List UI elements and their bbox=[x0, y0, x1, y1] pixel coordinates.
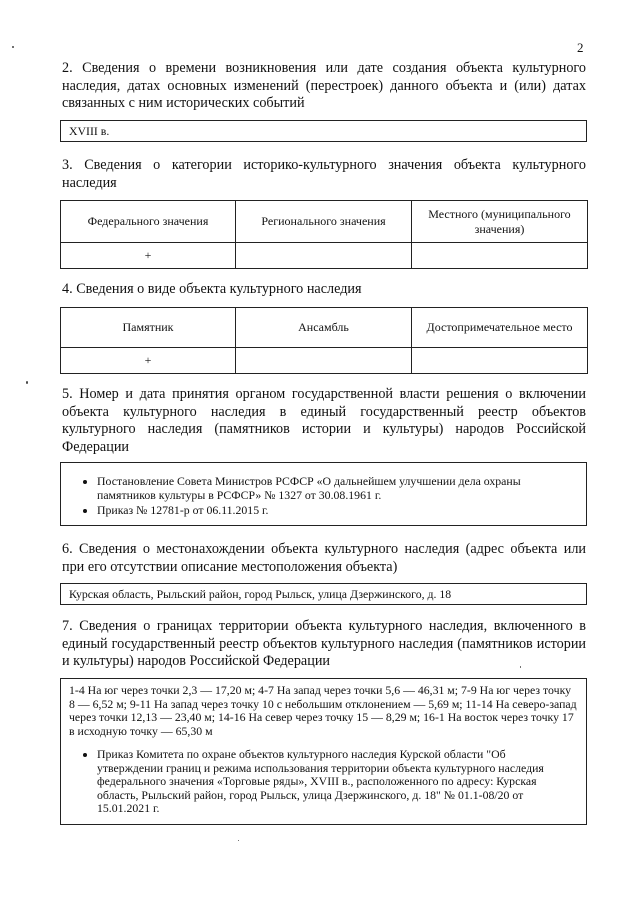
section-6-value-box bbox=[60, 583, 587, 605]
column-regional: Регионального значения bbox=[236, 201, 412, 243]
section-4-heading: 4. Сведения о виде объекта культурного наследия bbox=[62, 281, 362, 297]
list-item: • Приказ Комитета по охране объектов культурного наследия Курской области "Об утверждении границ и режима использования территории объекта культурного наследия федерального значения «Торговые ряды», XVIII в., расположенного по адресу: Курская область, Рыльский район, город Рыльск, улица Дзержинского, д. 18" № 01.1-08/20 от 15.01.2021 г. bbox=[97, 748, 572, 816]
mark-landmark bbox=[412, 348, 588, 374]
creation-date-value: XVIII в. bbox=[69, 124, 110, 138]
scan-speck bbox=[520, 666, 521, 668]
section-3-heading: 3. Сведения о категории историко-культурного значения объекта культурного наследия bbox=[62, 157, 586, 191]
list-item: • Приказ № 12781-р от 06.11.2015 г. bbox=[97, 504, 576, 518]
list-item: • Постановление Совета Министров РСФСР «О дальнейшем улучшении дела охраны памятников культуры в РСФСР» № 1327 от 30.08.1961 г. bbox=[97, 475, 576, 502]
boundary-description: 1-4 На юг через точки 2,3 — 17,20 м; 4-7 На запад через точки 5,6 — 46,31 м; 7-9 На юг через точку 8 — 6,52 м; 9-11 На запад через точку 10 с небольшим отклонением — 5,69 м; 11-14 На северо-запад через точки 12,13 — 23,40 м; 14-16 На север через точку 15 — 8,29 м; 16-1 На восток через точку 17 в исходную точку — 65,30 м bbox=[69, 683, 577, 738]
mark-monument: + bbox=[61, 348, 236, 374]
scan-speck bbox=[238, 840, 239, 841]
boundary-orders-list bbox=[69, 748, 578, 816]
scan-speck bbox=[26, 381, 28, 384]
section-5-box bbox=[60, 462, 587, 526]
mark-federal: + bbox=[61, 243, 236, 269]
column-ensemble: Ансамбль bbox=[236, 308, 412, 348]
mark-local bbox=[412, 243, 588, 269]
section-5-heading: 5. Номер и дата принятия органом государственной власти решения о включении объекта культурного наследия в единый государственный реестр объектов культурного наследия (памятников истории и культуры) народов Российской Федерации bbox=[62, 386, 586, 455]
address-value: Курская область, Рыльский район, город Рыльск, улица Дзержинского, д. 18 bbox=[69, 587, 452, 601]
section-2-value-box bbox=[60, 120, 587, 142]
section-7-box bbox=[60, 678, 587, 825]
column-monument: Памятник bbox=[61, 308, 236, 348]
section-6-heading: 6. Сведения о местонахождении объекта культурного наследия (адрес объекта или при его отсутствии описание местоположения объекта) bbox=[62, 541, 586, 575]
significance-category-table bbox=[60, 200, 588, 269]
section-7-heading: 7. Сведения о границах территории объекта культурного наследия, включенного в единый государственный реестр объектов культурного наследия (памятников истории и культуры) народов Российской Федерации bbox=[62, 618, 586, 669]
section-2-heading: 2. Сведения о времени возникновения или дате создания объекта культурного наследия, датах основных изменений (перестроек) данного объекта и (или) датах связанных с ним исторических событий bbox=[62, 60, 586, 111]
column-federal: Федерального значения bbox=[61, 201, 236, 243]
column-landmark: Достопримечательное место bbox=[412, 308, 588, 348]
mark-regional bbox=[236, 243, 412, 269]
registry-decision-list bbox=[61, 475, 576, 518]
mark-ensemble bbox=[236, 348, 412, 374]
column-local: Местного (муниципального значения) bbox=[412, 201, 588, 243]
page-number: 2 bbox=[577, 40, 584, 55]
object-type-table bbox=[60, 307, 588, 374]
scan-speck bbox=[12, 46, 14, 48]
